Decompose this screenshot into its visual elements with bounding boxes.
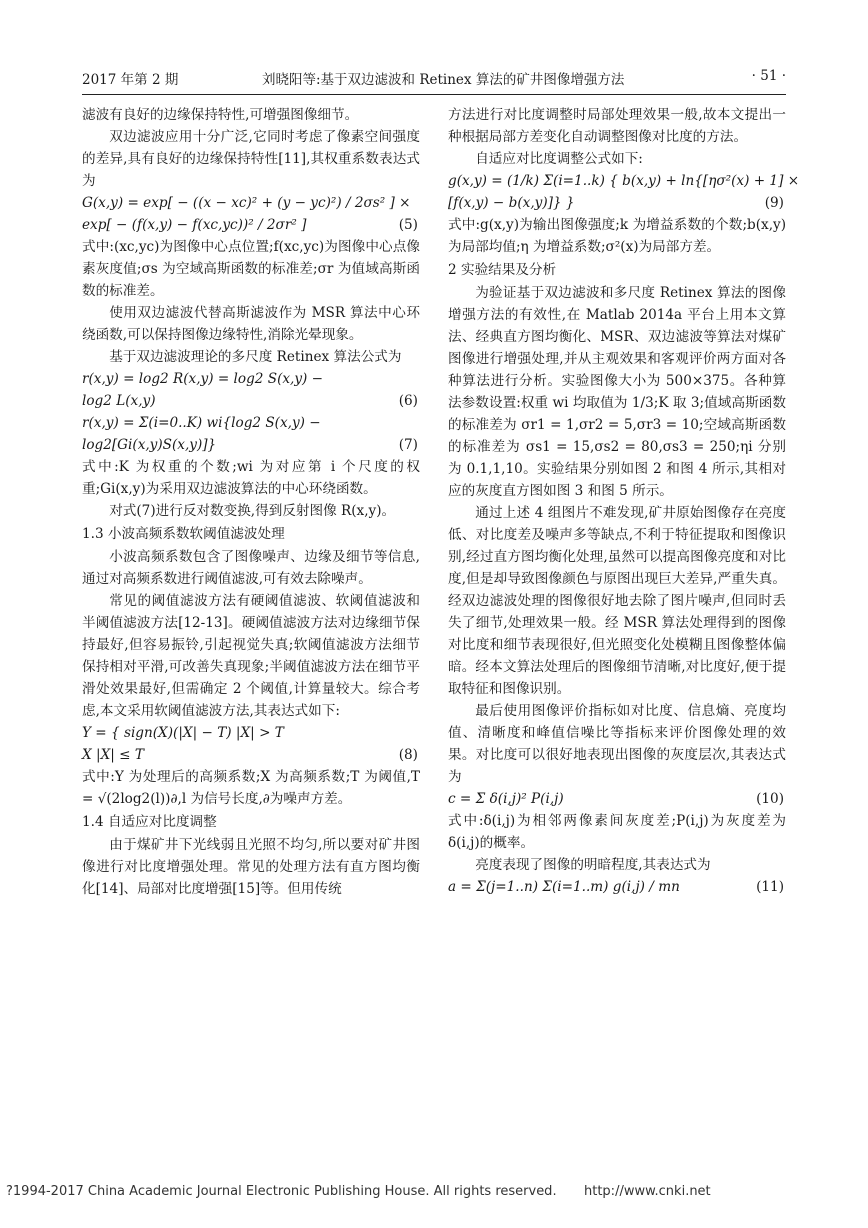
- section-heading: 2 实验结果及分析: [448, 262, 557, 278]
- paragraph: 为验证基于双边滤波和多尺度 Retinex 算法的图像增强方法的有效性,在 Matlab 2014a 平台上用本文算法、经典直方图均衡化、MSR、双边滤波等算法对煤矿图像进行增强处理,并从主观效果和客观评价两方面对各种算法进行分析。实验图像大小为 500×375。各种算法参数设置:权重 wi 均取值为 1/3;K 取 3;值域高斯函数的标准差为 σr1 = 1,σr2 = 5,σr3 = 10;空域高斯函数的标准差为 σs1 = 15,σs2 = 80,σs3 = 250;ηi 分别为 0.1,1,10。实验结果分别如图 2 和图 4 所示,其相对应的灰度直方图如图 3 和图 5 所示。: [448, 285, 786, 499]
- paragraph: 常见的阈值滤波方法有硬阈值滤波、软阈值滤波和半阈值滤波方法[12-13]。硬阈值滤波方法对边缘细节保持最好,但容易振铃,引起视觉失真;软阈值滤波方法细节保持相对平滑,可改善失真现象;半阈值滤波方法在细节平滑处效果最好,但需确定 2 个阈值,计算量较大。综合考虑,本文采用软阈值滤波方法,其表达式如下:: [82, 593, 420, 719]
- equation-text: log2 L(x,y): [82, 393, 156, 409]
- article-running-title: 刘晓阳等:基于双边滤波和 Retinex 算法的矿井图像增强方法: [262, 72, 625, 88]
- paragraph: 式中:δ(i,j)为相邻两像素间灰度差;P(i,j)为灰度差为 δ(i,j)的概率。: [448, 813, 786, 851]
- equation-line: [82, 390, 420, 412]
- equation-text: c = Σ δ(i,j)² P(i,j): [448, 791, 564, 807]
- page-number: · 51 ·: [751, 68, 786, 84]
- header-rule: [82, 94, 786, 95]
- equation-number: (11): [756, 879, 784, 895]
- equation-text: [f(x,y) − b(x,y)]} }: [448, 195, 575, 211]
- equation-number: (7): [398, 437, 418, 453]
- equation-line: [82, 368, 420, 390]
- copyright-notice: ?1994-2017 China Academic Journal Electronic Publishing House. All rights reserved.: [6, 1184, 557, 1199]
- equation-text: X |X| ≤ T: [82, 747, 144, 763]
- equation-number: (8): [398, 747, 418, 763]
- equation-text: a = Σ(j=1..n) Σ(i=1..m) g(i,j) / mn: [448, 879, 680, 895]
- equation-line: [82, 192, 420, 214]
- paragraph: 式中:(xc,yc)为图像中心点位置;f(xc,yc)为图像中心点像素灰度值;σs 为空域高斯函数的标准差;σr 为值域高斯函数的标准差。: [82, 239, 420, 299]
- paragraph: 最后使用图像评价指标如对比度、信息熵、亮度均值、清晰度和峰值信噪比等指标来评价图像处理的效果。对比度可以很好地表现出图像的灰度层次,其表达式为: [448, 703, 786, 785]
- equation-line: [448, 876, 786, 898]
- equation-number: (5): [398, 217, 418, 233]
- paragraph: 式中:g(x,y)为输出图像强度;k 为增益系数的个数;b(x,y)为局部均值;η 为增益系数;σ²(x)为局部方差。: [448, 217, 786, 255]
- equation-line: [82, 412, 420, 434]
- paragraph: 双边滤波应用十分广泛,它同时考虑了像素空间强度的差异,具有良好的边缘保持特性[11],其权重系数表达式为: [82, 129, 420, 189]
- paragraph: 方法进行对比度调整时局部处理效果一般,故本文提出一种根据局部方差变化自动调整图像对比度的方法。: [448, 107, 786, 145]
- paragraph: 自适应对比度调整公式如下:: [475, 151, 643, 167]
- running-header: [82, 68, 786, 90]
- equation-text: Y = { sign(X)(|X| − T) |X| > T: [82, 725, 284, 741]
- equation-text: r(x,y) = log2 R(x,y) = log2 S(x,y) −: [82, 371, 324, 387]
- paragraph: 亮度表现了图像的明暗程度,其表达式为: [475, 857, 711, 873]
- right-column: [448, 104, 800, 898]
- cnki-link[interactable]: http://www.cnki.net: [584, 1184, 711, 1199]
- equation-line: [82, 722, 420, 744]
- section-heading: 1.3 小波高频系数软阈值滤波处理: [82, 526, 285, 542]
- issue-label: 2017 年第 2 期: [82, 72, 179, 88]
- equation-line: [448, 788, 786, 810]
- paragraph: 使用双边滤波代替高斯滤波作为 MSR 算法中心环绕函数,可以保持图像边缘特性,消除光晕现象。: [82, 305, 420, 343]
- equation-text: r(x,y) = Σ(i=0..K) wi{log2 S(x,y) −: [82, 415, 321, 431]
- paragraph: 滤波有良好的边缘保持特性,可增强图像细节。: [82, 107, 359, 123]
- equation-number: (10): [756, 791, 784, 807]
- paragraph: 由于煤矿井下光线弱且光照不均匀,所以要对矿井图像进行对比度增强处理。常见的处理方法有直方图均衡化[14]、局部对比度增强[15]等。但用传统: [82, 837, 420, 897]
- equation-line: [82, 214, 420, 236]
- equation-text: G(x,y) = exp[ − ((x − xc)² + (y − yc)²) / 2σs² ] ×: [82, 195, 411, 211]
- paragraph: 对式(7)进行反对数变换,得到反射图像 R(x,y)。: [109, 503, 396, 519]
- equation-number: (6): [398, 393, 418, 409]
- equation-line: [448, 170, 800, 192]
- equation-number: (9): [764, 195, 784, 211]
- equation-text: exp[ − (f(x,y) − f(xc,yc))² / 2σr² ]: [82, 217, 307, 233]
- paragraph: 小波高频系数包含了图像噪声、边缘及细节等信息,通过对高频系数进行阈值滤波,可有效去除噪声。: [82, 549, 420, 587]
- equation-text: g(x,y) = (1/k) Σ(i=1..k) { b(x,y) + ln{[ησ²(x) + 1] ×: [448, 173, 800, 189]
- equation-text: log2[Gi(x,y)S(x,y)]}: [82, 437, 217, 453]
- paragraph: 基于双边滤波理论的多尺度 Retinex 算法公式为: [109, 349, 402, 365]
- equation-line: [448, 192, 786, 214]
- left-column: [82, 104, 420, 900]
- equation-line: [82, 744, 420, 766]
- equation-line: [82, 434, 420, 456]
- paragraph: 通过上述 4 组图片不难发现,矿井原始图像存在亮度低、对比度差及噪声多等缺点,不利于特征提取和图像识别,经过直方图均衡化处理,虽然可以提高图像亮度和对比度,但是却导致图像颜色与原图出现巨大差异,严重失真。经双边滤波处理的图像很好地去除了图片噪声,但同时丢失了细节,处理效果一般。经 MSR 算法处理得到的图像对比度和细节表现很好,但光照变化处模糊且图像整体偏暗。经本文算法处理后的图像细节清晰,对比度好,便于提取特征和图像识别。: [448, 505, 786, 697]
- paragraph: 式中:K 为权重的个数;wi 为对应第 i 个尺度的权重;Gi(x,y)为采用双边滤波算法的中心环绕函数。: [82, 459, 420, 497]
- paragraph: 式中:Y 为处理后的高频系数;X 为高频系数;T 为阈值,T = √(2log2(l))∂,l 为信号长度,∂为噪声方差。: [82, 769, 420, 807]
- section-heading: 1.4 自适应对比度调整: [82, 814, 217, 830]
